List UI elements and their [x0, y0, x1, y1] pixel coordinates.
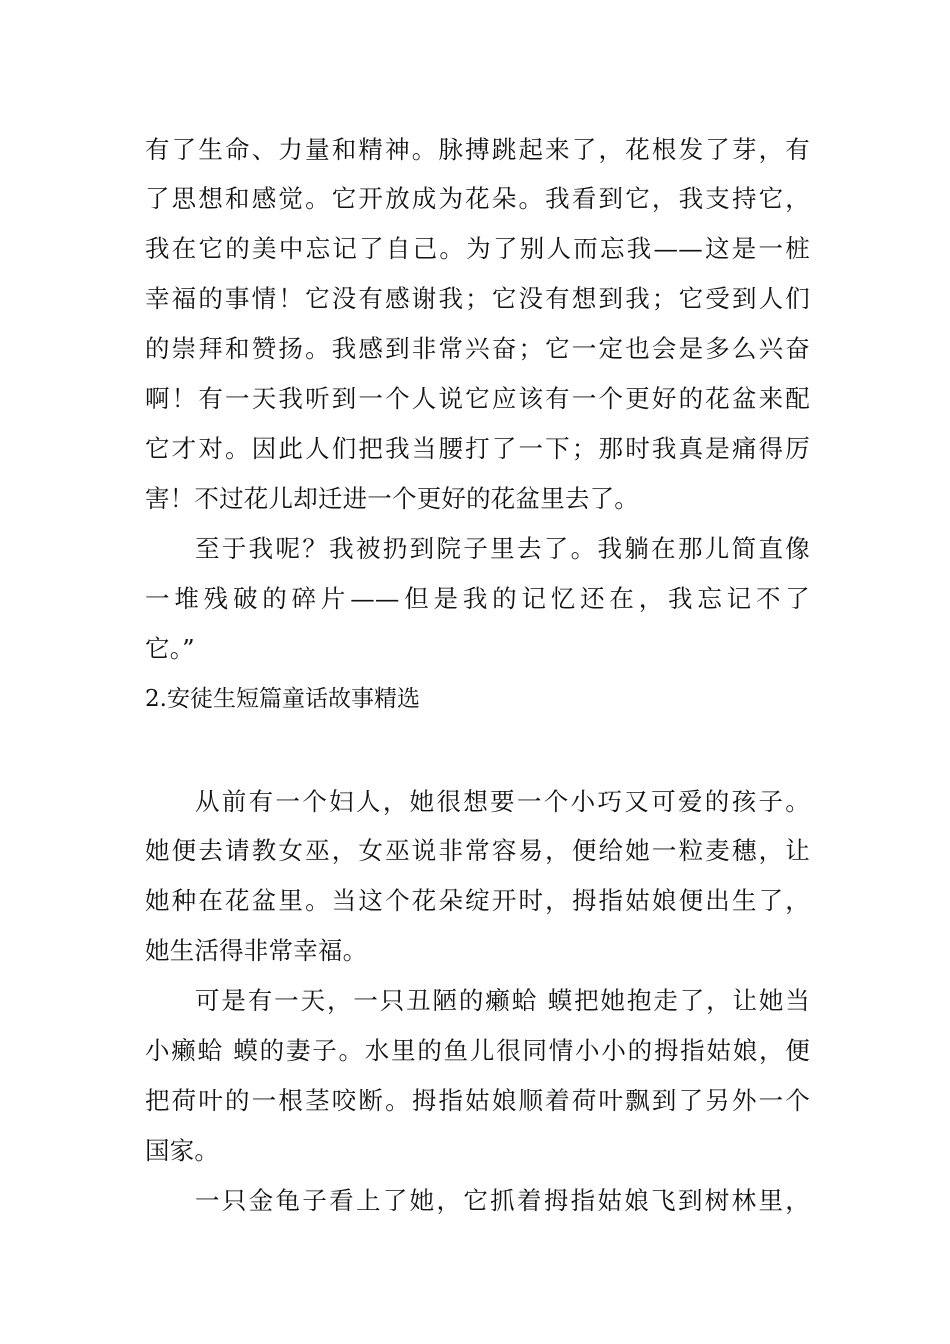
text-line: 了思想和感觉。它开放成为花朵。我看到它，我支持它， [145, 184, 810, 213]
section-heading: 2.安徒生短篇童话故事精选 [145, 686, 420, 712]
paragraph-first-line: 可是有一天，一只丑陋的癞蛤 蟆把她抱走了，让她当 [195, 986, 810, 1015]
text-line: 国家。 [145, 1136, 220, 1165]
text-line: 啊！有一天我听到一个人说它应该有一个更好的花盆来配 [145, 384, 810, 413]
text-line: 我在它的美中忘记了自己。为了别人而忘我——这是一桩 [145, 234, 810, 263]
text-line: 害！不过花儿却迁进一个更好的花盆里去了。 [145, 484, 639, 513]
text-line: 她生活得非常幸福。 [145, 936, 368, 965]
text-line: 她便去请教女巫，女巫说非常容易，便给她一粒麦穗，让 [145, 836, 810, 865]
text-line: 它才对。因此人们把我当腰打了一下；那时我真是痛得厉 [145, 434, 810, 463]
paragraph-first-line: 至于我呢？我被扔到院子里去了。我躺在那儿简直像 [195, 534, 810, 563]
paragraph-first-line: 一只金龟子看上了她，它抓着拇指姑娘飞到树林里， [195, 1186, 810, 1215]
text-line: 幸福的事情！它没有感谢我；它没有想到我；它受到人们 [145, 284, 810, 313]
text-line: 她种在花盆里。当这个花朵绽开时，拇指姑娘便出生了， [145, 886, 810, 915]
text-line: 小癞蛤 蟆的妻子。水里的鱼儿很同情小小的拇指姑娘，便 [145, 1036, 810, 1065]
text-line: 把荷叶的一根茎咬断。拇指姑娘顺着荷叶飘到了另外一个 [145, 1086, 810, 1115]
text-line: 的崇拜和赞扬。我感到非常兴奋；它一定也会是多么兴奋 [145, 334, 810, 363]
text-line: 一堆残破的碎片——但是我的记忆还在，我忘记不了 [145, 584, 810, 613]
paragraph-first-line: 从前有一个妇人，她很想要一个小巧又可爱的孩子。 [195, 787, 810, 816]
text-line: 有了生命、力量和精神。脉搏跳起来了，花根发了芽，有 [145, 135, 810, 164]
text-line: 它。” [145, 634, 195, 663]
